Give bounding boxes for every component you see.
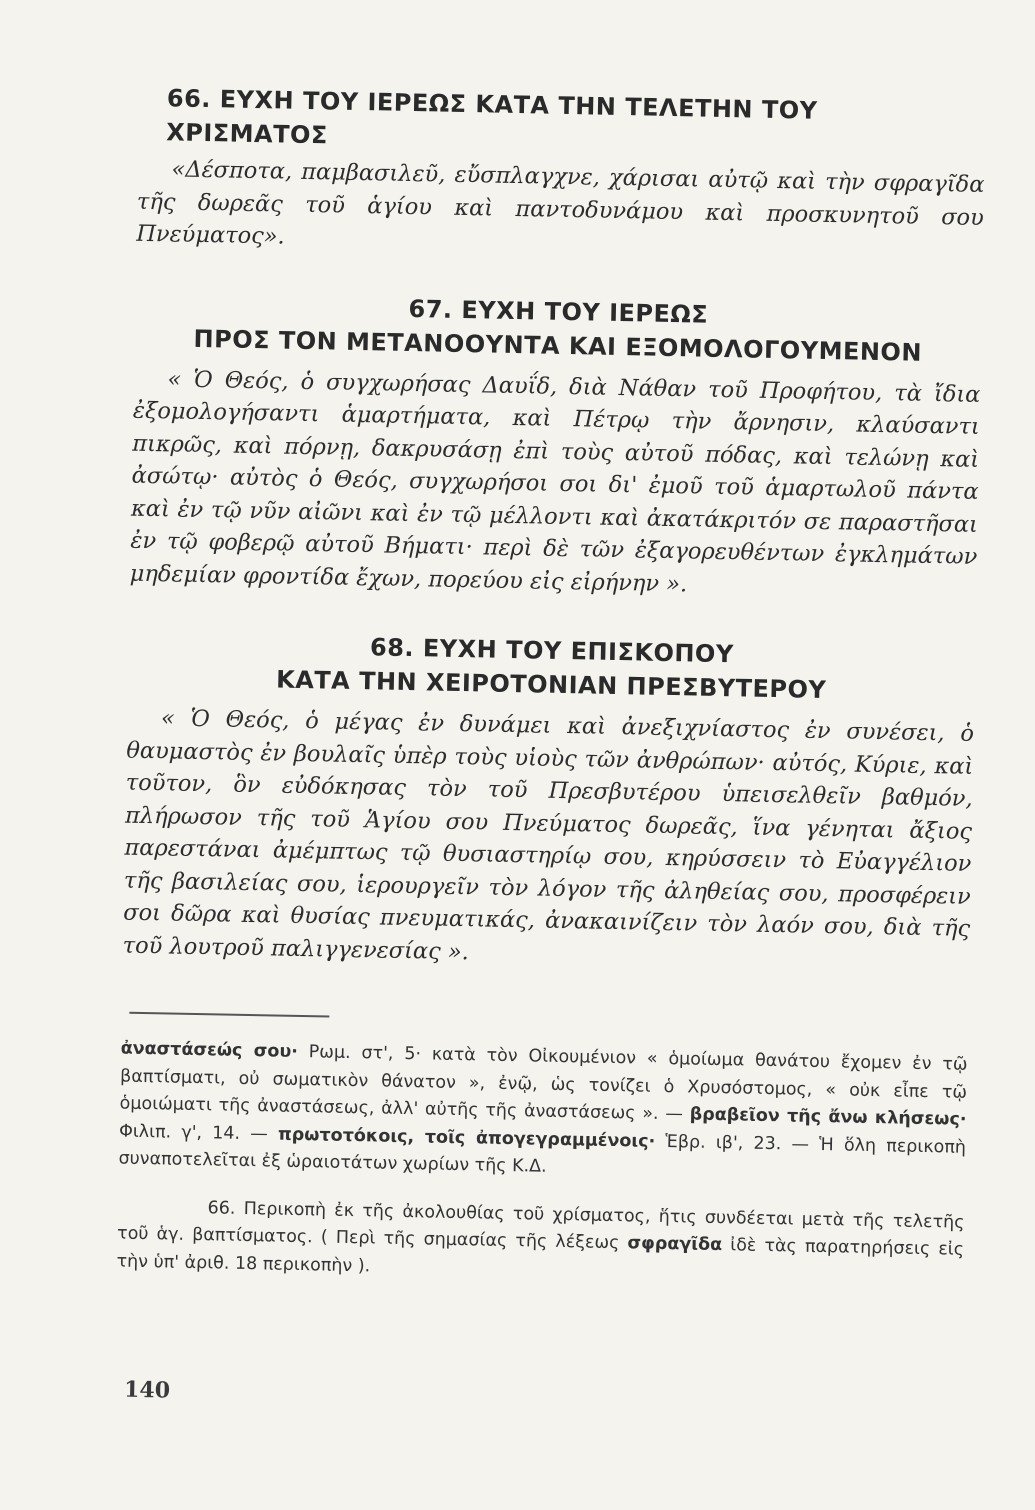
footnote-1-term-1: ἀναστάσεώς σου· <box>120 1038 299 1062</box>
section-67-heading-line2: ΠΡΟΣ ΤΟΝ ΜΕΤΑΝΟΟΥΝΤΑ ΚΑΙ ΕΞΟΜΟΛΟΓΟΥΜΕΝΟΝ <box>193 324 923 367</box>
footnote-66-text-1: 66. Περικοπὴ ἐκ τῆς ἀκολουθίας τοῦ χρίσματος, ἥτις συνδέεται μετὰ τῆς τελετῆς τοῦ ἁγ. βαπτίσματος. ( Περὶ τῆς σημασίας τῆς λέξεως <box>116 1197 965 1254</box>
section-68-heading-line1: 68. ΕΥΧΗ ΤΟΥ ΕΠΙΣΚΟΠΟΥ <box>369 633 735 669</box>
section-68-heading-line2: ΚΑΤΑ ΤΗΝ ΧΕΙΡΟΤΟΝΙΑΝ ΠΡΕΣΒΥΤΕΡΟΥ <box>275 665 827 705</box>
page-number: 140 <box>123 1376 171 1404</box>
footnote-1-text-1: Ρωμ. στ', 5· κατὰ τὸν Οἰκουμένιον « ὁμοίωμα θανάτου ἔχομεν ἐν τῷ βαπτίσματι, οὐ σωματικὸν θάνατον », ἐνῷ, ὡς τονίζει ὁ Χρυσόστομος, « οὐκ εἶπε τῷ ὁμοιώματι τῆς ἀναστάσεως, ἀλλ' αὐτῆς τῆς ἀναστάσεως ». — <box>119 1041 968 1125</box>
section-67-heading-line1: 67. ΕΥΧΗ ΤΟΥ ΙΕΡΕΩΣ <box>408 294 709 329</box>
section-67-text: « Ὁ Θεός, ὁ συγχωρήσας Δαυΐδ, διὰ Νάθαν τοῦ Προφήτου, τὰ ἴδια ἐξομολογήσαντι ἁμαρτήματα, καὶ Πέτρῳ τὴν ἄρνησιν, κλαύσαντι πικρῶς, καὶ πόρνῃ, δακρυσάσῃ ἐπὶ τοὺς αὐτοῦ πόδας, καὶ τελώνῃ καὶ ἀσώτῳ· αὐτὸς ὁ Θεός, συγχωρήσοι σοι δι' ἐμοῦ τοῦ ἁμαρτωλοῦ πάντα καὶ ἐν τῷ νῦν αἰῶνι καὶ ἐν τῷ μέλλοντι καὶ ἀκατάκριτόν σε παραστῆσαι ἐν τῷ φοβερῷ αὐτοῦ Βήματι· περὶ δὲ τῶν ἐξαγορευθέντων ἐγκλημάτων μηδεμίαν φροντίδα ἔχων, πορεύου εἰς εἰρήνην ». <box>129 365 981 597</box>
footnote-66-text-2: ἰδὲ τὰς παρατηρήσεις εἰς τὴν ὑπ' ἀριθ. 18 περικοπὴν ). <box>116 1235 965 1276</box>
section-66-text: «Δέσποτα, παμβασιλεῦ, εὔσπλαγχνε, χάρισαι αὐτῷ καὶ τὴν σφραγῖδα τῆς δωρεᾶς τοῦ ἁγίου καὶ παντοδυνάμου καὶ προσκυνητοῦ σου Πνεύματος». <box>136 156 985 250</box>
footnotes <box>116 1036 967 1292</box>
footnote-1-text-2: Φιλιπ. γ', 14. — <box>118 1121 279 1145</box>
section-68-text: « Ὁ Θεός, ὁ μέγας ἐν δυνάμει καὶ ἀνεξιχνίαστος ἐν συνέσει, ὁ θαυμαστὸς ἐν βουλαῖς ὑπὲρ τοὺς υἱοὺς τῶν ἀνθρώπων· αὐτός, Κύριε, καὶ τοῦτον, ὃν εὐδόκησας τὸν τοῦ Πρεσβυτέρου ὑπεισελθεῖν βαθμόν, πλήρωσον τῆς τοῦ Ἁγίου σου Πνεύματος δωρεᾶς, ἵνα γένηται ἄξιος παρεστάναι ἀμέμπτως τῷ θυσιαστηρίῳ σου, κηρύσσειν τὸ Εὐαγγέλιον τῆς βασιλείας σου, ἱερουργεῖν τὸν λόγον τῆς ἀληθείας σου, προσφέρειν σοι δῶρα καὶ θυσίας πνευματικάς, ἀνακαινίζειν τὸν λαόν σου, διὰ τῆς τοῦ λουτροῦ παλιγγενεσίας ». <box>122 705 975 965</box>
section-66-heading: 66. ΕΥΧΗ ΤΟΥ ΙΕΡΕΩΣ ΚΑΤΑ ΤΗΝ ΤΕΛΕΤΗΝ ΤΟΥ ΧΡΙΣΜΑΤΟΣ <box>166 84 818 150</box>
footnote-1 <box>118 1036 967 1190</box>
section-68 <box>127 626 975 710</box>
section-67 <box>134 286 982 370</box>
footnote-1-term-2: βραβεῖον τῆς ἄνω κλήσεως· <box>689 1104 967 1130</box>
footnote-1-text-3: Ἑβρ. ιβ', 23. — Ἡ ὅλη περικοπὴ συναποτελεῖται ἐξ ὡραιοτάτων χωρίων τῆς Κ.Δ. <box>118 1131 967 1177</box>
footnote-66 <box>116 1193 964 1292</box>
footnote-divider <box>129 1012 329 1018</box>
footnote-1-term-3: πρωτοτόκοις, τοῖς ἀπογεγραμμένοις· <box>277 1124 656 1152</box>
footnote-66-term: σφραγῖδα <box>627 1233 723 1256</box>
